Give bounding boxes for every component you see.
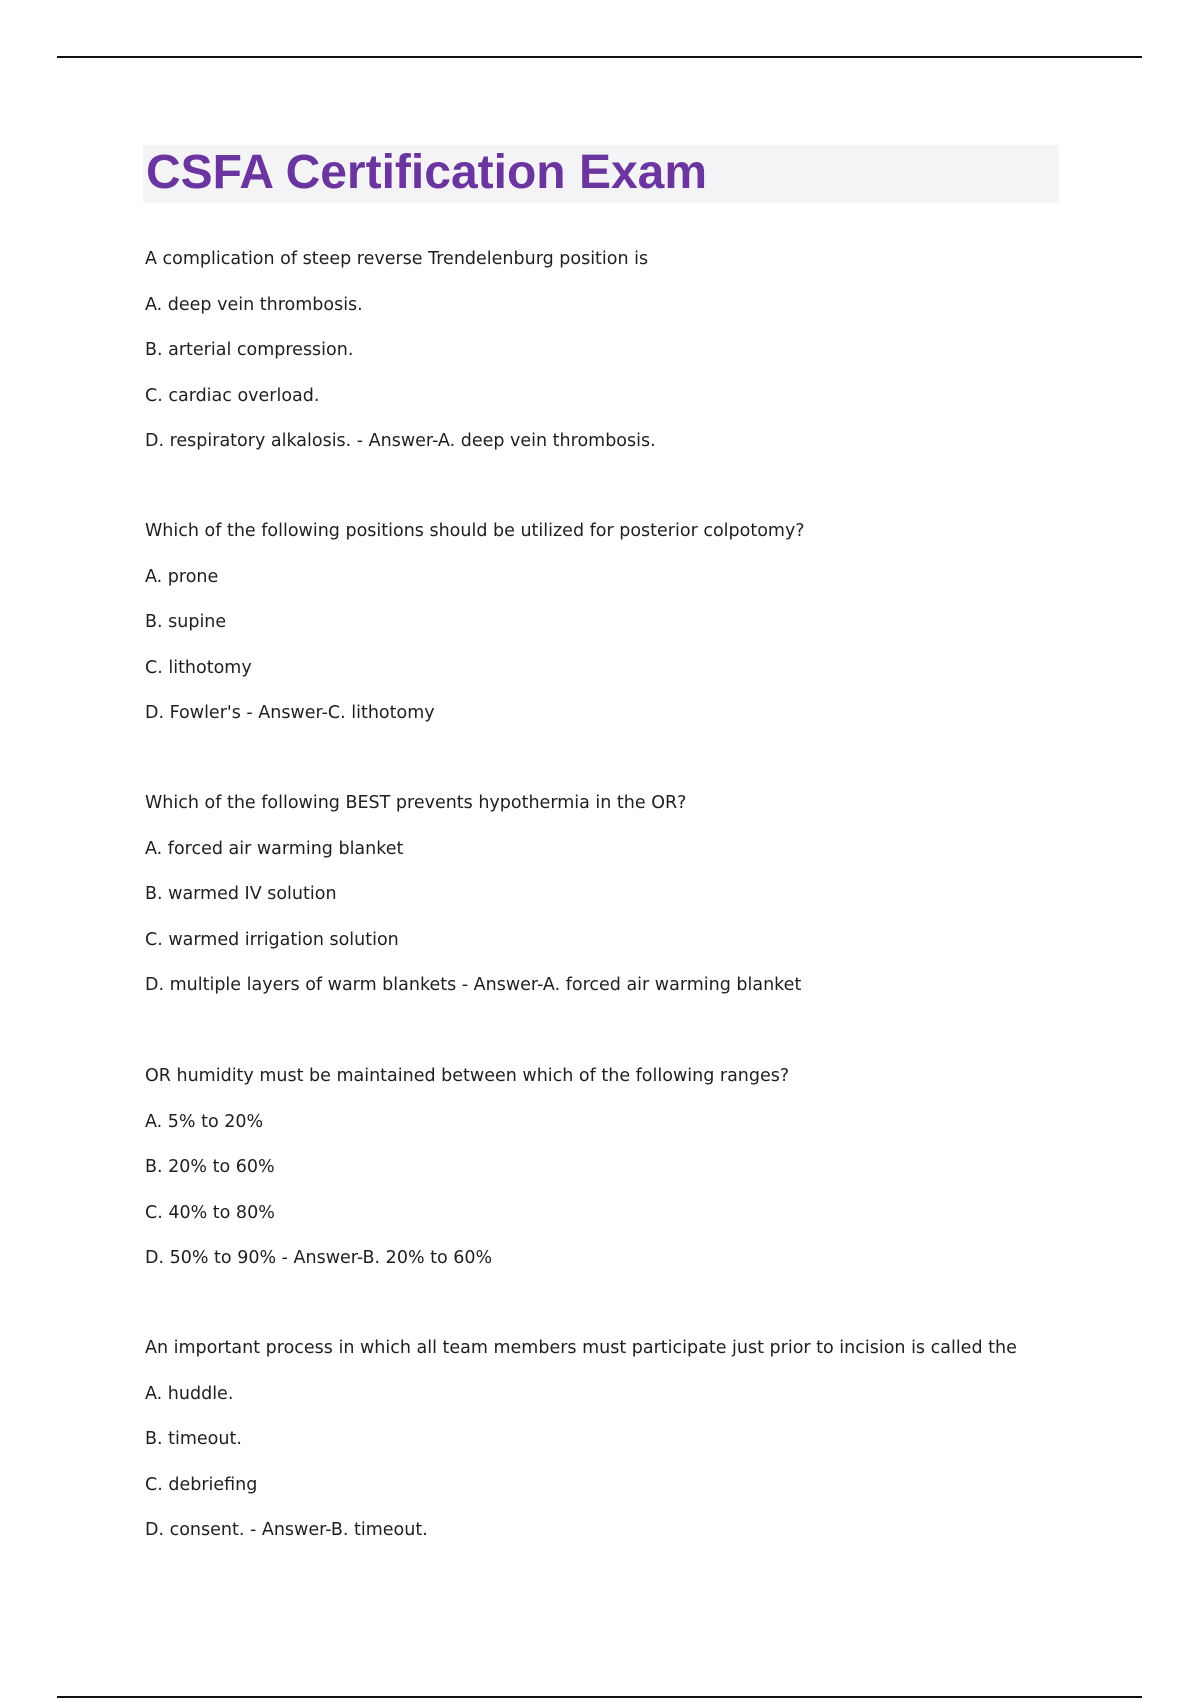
answer-option: A. 5% to 20% xyxy=(145,1111,264,1132)
answer-option: C. warmed irrigation solution xyxy=(145,929,399,950)
question-prompt: Which of the following positions should be utilized for posterior colpotomy? xyxy=(145,521,805,541)
answer-option: A. huddle. xyxy=(145,1383,234,1404)
answer-option-with-key: D. consent. - Answer-B. timeout. xyxy=(145,1520,428,1540)
answer-option: A. deep vein thrombosis. xyxy=(145,294,363,315)
answer-option-with-key: D. multiple layers of warm blankets - Answer-A. forced air warming blanket xyxy=(145,975,802,995)
question-prompt: An important process in which all team members must participate just prior to incision is called the xyxy=(145,1338,1017,1358)
answer-option: C. cardiac overload. xyxy=(145,385,320,406)
answer-option: B. supine xyxy=(145,612,227,632)
answer-option: A. forced air warming blanket xyxy=(145,838,404,859)
answer-option: C. 40% to 80% xyxy=(145,1202,275,1223)
footer-rule xyxy=(57,1696,1142,1698)
answer-option: B. warmed IV solution xyxy=(145,884,337,904)
answer-option-with-key: D. 50% to 90% - Answer-B. 20% to 60% xyxy=(145,1248,493,1268)
question-block xyxy=(145,248,656,476)
answer-option: B. timeout. xyxy=(145,1429,242,1449)
answer-option: B. arterial compression. xyxy=(145,340,354,360)
question-block xyxy=(145,792,801,1020)
answer-option: B. 20% to 60% xyxy=(145,1157,275,1177)
answer-option-with-key: D. Fowler's - Answer-C. lithotomy xyxy=(145,703,435,723)
answer-option: C. lithotomy xyxy=(145,657,252,678)
question-block xyxy=(145,1337,1017,1565)
question-prompt: A complication of steep reverse Trendelenburg position is xyxy=(145,249,649,269)
question-prompt: OR humidity must be maintained between which of the following ranges? xyxy=(145,1066,790,1086)
question-block xyxy=(145,1065,789,1293)
question-block xyxy=(145,520,805,748)
answer-option: C. debriefing xyxy=(145,1474,258,1495)
header-rule xyxy=(57,56,1142,58)
answer-option: A. prone xyxy=(145,566,219,587)
page-title: CSFA Certification Exam xyxy=(146,146,708,199)
answer-option-with-key: D. respiratory alkalosis. - Answer-A. deep vein thrombosis. xyxy=(145,431,656,451)
question-prompt: Which of the following BEST prevents hypothermia in the OR? xyxy=(145,793,687,813)
